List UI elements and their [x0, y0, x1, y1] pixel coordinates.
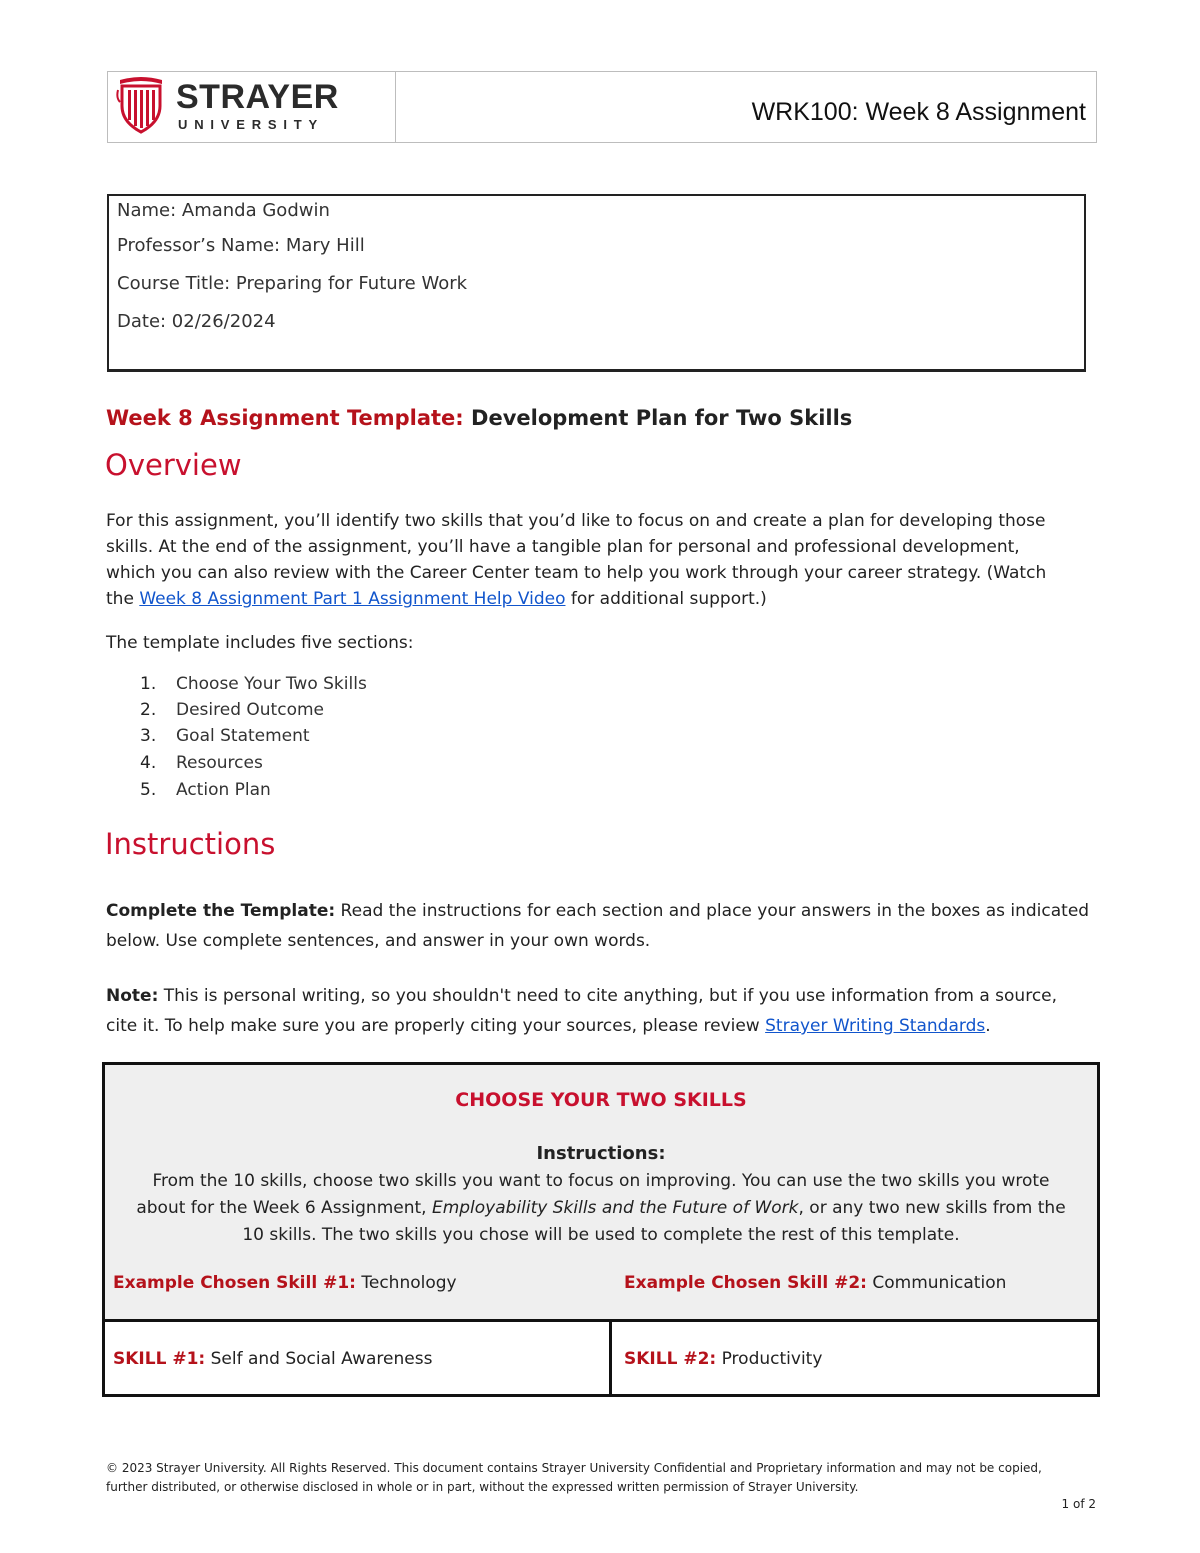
submission-date: Date: 02/26/2024 — [117, 311, 276, 332]
overview-paragraph — [106, 508, 1096, 612]
skill-1-answer[interactable]: SKILL #1: Self and Social Awareness — [113, 1349, 433, 1369]
example-skill-1: Example Chosen Skill #1: Technology — [113, 1273, 457, 1293]
instructions-heading: Instructions — [105, 827, 276, 861]
overview-line: For this assignment, you’ll identify two skills that you’d like to focus on and create a plan for developing those — [106, 511, 1046, 531]
writing-standards-link[interactable]: Strayer Writing Standards — [765, 1016, 986, 1036]
overview-line: which you can also review with the Career Center team to help you work through your career strategy. (Watch — [106, 563, 1047, 583]
list-item-number: 4. — [140, 753, 157, 773]
student-name: Name: Amanda Godwin — [117, 200, 330, 221]
list-item: Choose Your Two Skills — [176, 674, 367, 694]
logo-wordmark: STRAYER — [176, 78, 339, 116]
table-instructions-label: Instructions: — [536, 1143, 666, 1164]
template-subtitle — [106, 406, 852, 430]
overview-line: skills. At the end of the assignment, you’ll have a tangible plan for personal and professional development, — [106, 537, 1020, 557]
copyright-footer: © 2023 Strayer University. All Rights Reserved. This document contains Strayer University Confidential and Proprietary information and may not be copied, further distributed, or otherwise disclosed in whole or in part, without the expressed written permission of Strayer University. — [106, 1461, 1042, 1494]
list-item: Desired Outcome — [176, 700, 324, 720]
list-item-number: 2. — [140, 700, 157, 720]
list-item-number: 3. — [140, 726, 157, 746]
subtitle-text: Development Plan for Two Skills — [463, 406, 853, 430]
document-title: WRK100: Week 8 Assignment — [751, 98, 1086, 126]
strayer-logo — [116, 76, 376, 136]
subtitle-label: Week 8 Assignment Template: — [106, 406, 464, 430]
shield-icon — [116, 76, 166, 134]
list-item: Goal Statement — [176, 726, 310, 746]
logo-subtext: UNIVERSITY — [178, 117, 325, 132]
note-label: Note: — [106, 986, 159, 1006]
note-paragraph: Note: This is personal writing, so you shouldn't need to cite anything, but if you use information from a source, cite it. To help make sure you are properly citing your sources, please review Strayer Writing Standards. — [106, 986, 1058, 1036]
overview-heading: Overview — [105, 448, 242, 482]
sections-intro: The template includes five sections: — [106, 633, 414, 653]
table-column-divider — [609, 1319, 612, 1394]
page-number: 1 of 2 — [1061, 1497, 1096, 1511]
table-instructions-text: From the 10 skills, choose two skills you want to focus on improving. You can use the two skills you wrote about for the Week 6 Assignment, Employability Skills and the Future of Work, or any two new skills from the 10 skills. The two skills you chose will be used to complete the rest of this template. — [136, 1171, 1066, 1245]
course-title: Course Title: Preparing for Future Work — [117, 273, 468, 294]
assignment-title-italic: Employability Skills and the Future of Work — [431, 1198, 799, 1218]
list-item-number: 5. — [140, 780, 157, 800]
help-video-link[interactable]: Week 8 Assignment Part 1 Assignment Help Video — [139, 589, 566, 609]
professor-name: Professor’s Name: Mary Hill — [117, 235, 365, 256]
list-item: Action Plan — [176, 780, 271, 800]
list-item-number: 1. — [140, 674, 157, 694]
choose-skills-heading: CHOOSE YOUR TWO SKILLS — [455, 1089, 747, 1111]
list-item: Resources — [176, 753, 263, 773]
complete-label: Complete the Template: — [106, 901, 336, 921]
example-skill-2: Example Chosen Skill #2: Communication — [624, 1273, 1007, 1293]
overview-line: the Week 8 Assignment Part 1 Assignment Help Video for additional support.) — [106, 589, 767, 609]
header-divider — [395, 71, 396, 143]
skill-2-answer[interactable]: SKILL #2: Productivity — [624, 1349, 823, 1369]
complete-template-paragraph: Complete the Template: Read the instructions for each section and place your answers in the boxes as indicated below. Use complete sentences, and answer in your own words. — [106, 901, 1090, 951]
